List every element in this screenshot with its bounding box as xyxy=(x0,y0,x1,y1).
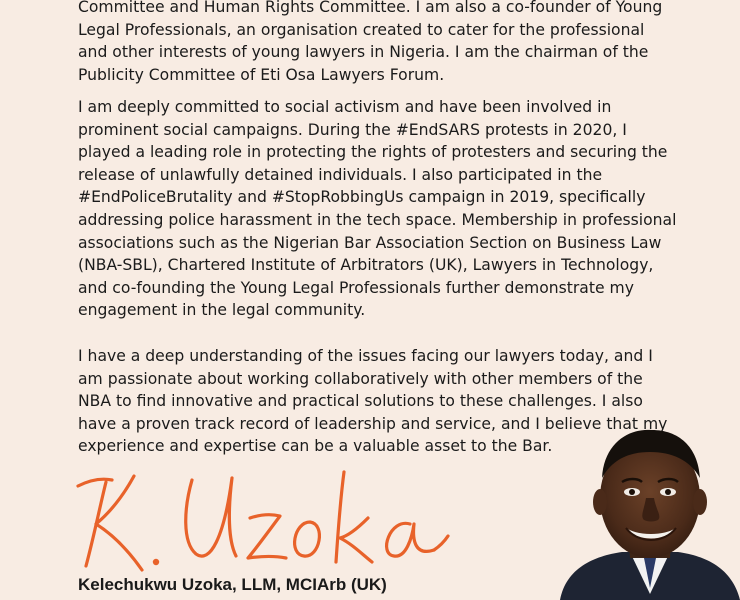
letter-paragraph: I have a deep understanding of the issues facing our lawyers today, and I am passionate about working collaboratively with other members of the NBA to find innovative and practical solutions to these challenges. I also have a proven track record of leadership and service, and I believe that my experience and expertise can be a valuable asset to the Bar. xyxy=(78,347,668,456)
letter-paragraph: I am deeply committed to social activism and have been involved in prominent social campaigns. During the #EndSARS protests in 2020, I played a leading role in protecting the rights of protesters and securing the release of unlawfully detained individuals. I also participated in the #EndPoliceBrutality and #StopRobbingUs campaign in 2019, specifically addressing police harassment in the tech space. Membership in professional associations such as the Nigerian Bar Association Section on Business Law (NBA-SBL), Chartered Institute of Arbitrators (UK), Lawyers in Technology, and co-founding the Young Legal Professionals further demonstrate my engagement in the legal community. xyxy=(78,98,677,320)
letter-paragraph: Committee and Human Rights Committee. I am also a co-founder of Young Legal Professionals, an organisation created to cater for the professional and other interests of young lawyers in Nigeria. I am the chairman of the Publicity Committee of Eti Osa Lawyers Forum. xyxy=(78,0,663,84)
portrait-photo xyxy=(560,418,740,600)
signatory-name: Kelechukwu Uzoka, LLM, MCIArb (UK) xyxy=(78,575,387,594)
handwritten-signature xyxy=(72,458,452,578)
